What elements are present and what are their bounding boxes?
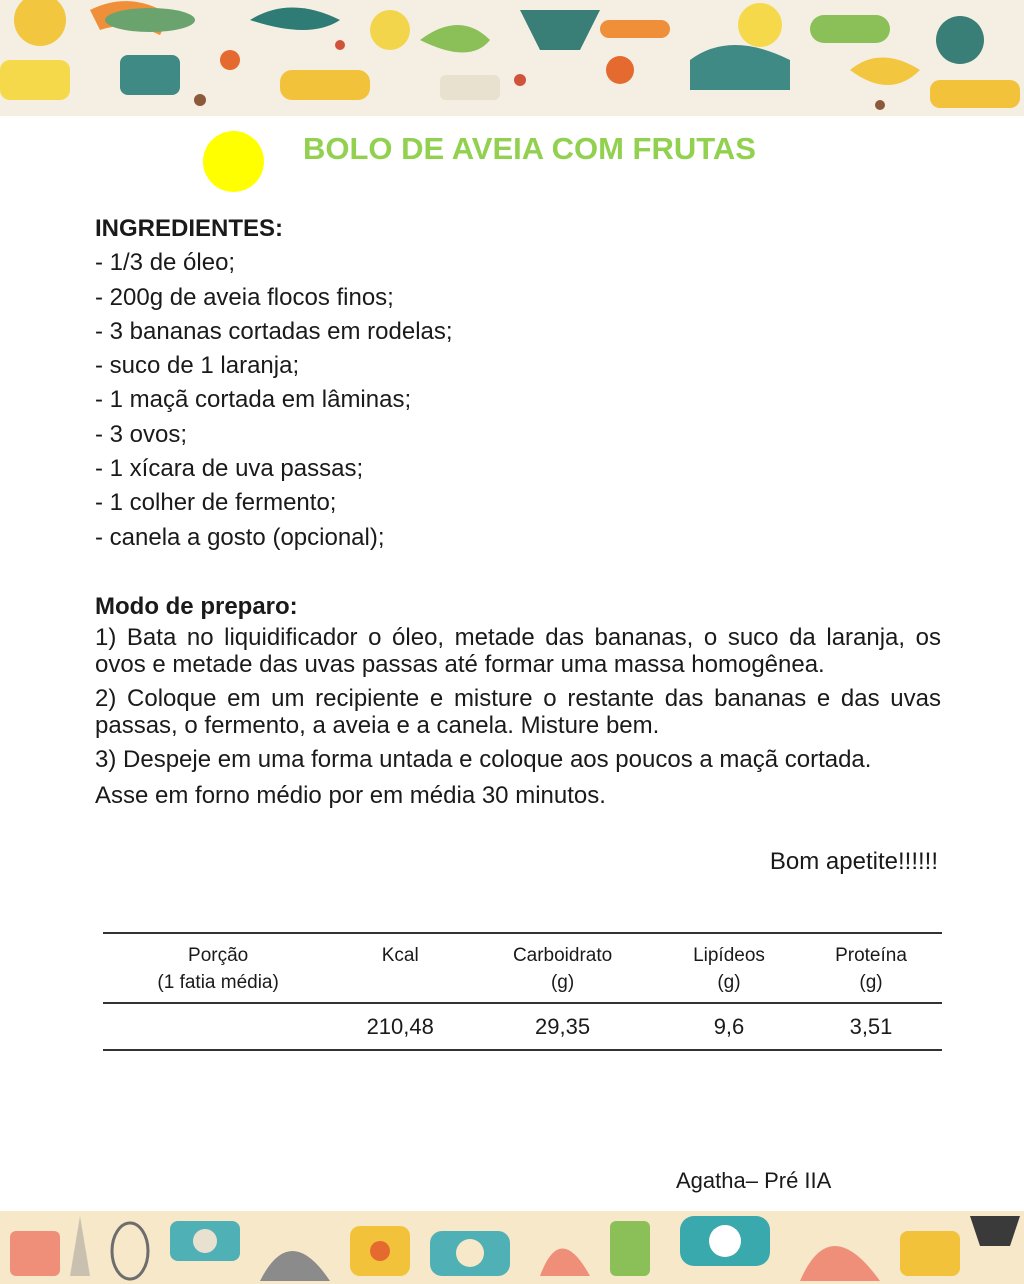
header-lipids	[658, 933, 800, 1003]
header-kcal	[333, 933, 467, 1003]
value-lipids: 9,6	[658, 1003, 800, 1050]
header-portion	[103, 933, 333, 1003]
method-step: Asse em forno médio por em média 30 minutos.	[95, 782, 606, 809]
header-line: (g)	[859, 972, 883, 993]
method-step: 2) Coloque em um recipiente e misture o restante das bananas e das uvas passas, o fermento, a aveia e a canela. Misture bem.	[95, 685, 941, 739]
method-section	[95, 590, 941, 817]
ingredients-heading: INGREDIENTES:	[95, 215, 284, 242]
ingredient-item: - 1 maçã cortada em lâminas;	[95, 386, 412, 414]
method-step: 1) Bata no liquidificador o óleo, metade das bananas, o suco da laranja, os ovos e metade das uvas passas até formar uma massa homogênea.	[95, 624, 941, 678]
yellow-circle-decoration	[203, 131, 264, 192]
value-carbs: 29,35	[467, 1003, 658, 1050]
ingredient-item: - 1/3 de óleo;	[95, 249, 236, 277]
top-decorative-banner	[0, 0, 1024, 116]
value-kcal: 210,48	[333, 1003, 467, 1050]
header-line: Kcal	[381, 945, 419, 966]
header-line: Porção	[188, 945, 249, 966]
bottom-decorative-banner	[0, 1211, 1024, 1284]
value-portion	[103, 1003, 333, 1050]
header-carbs	[467, 933, 658, 1003]
author-credit: Agatha– Pré IIA	[676, 1168, 832, 1193]
ingredient-list	[95, 246, 955, 555]
method-step: 3) Despeje em uma forma untada e coloque aos poucos a maçã cortada.	[95, 746, 872, 773]
ingredient-item: - 1 colher de fermento;	[95, 489, 337, 517]
ingredient-item: - 200g de aveia flocos finos;	[95, 283, 394, 311]
ingredient-item: - 3 ovos;	[95, 420, 188, 448]
pattern-top	[0, 0, 1020, 110]
nutrition-values-row	[103, 1003, 942, 1050]
recipe-title: BOLO DE AVEIA COM FRUTAS	[303, 131, 756, 166]
header-line: (g)	[717, 972, 741, 993]
ingredients-section	[95, 212, 955, 555]
header-line: (g)	[550, 972, 575, 993]
nutrition-header-row	[103, 933, 942, 1003]
ingredient-item: - 1 xícara de uva passas;	[95, 455, 364, 483]
pattern-bottom	[10, 1216, 1020, 1281]
ingredient-item: - suco de 1 laranja;	[95, 352, 300, 380]
header-protein	[800, 933, 942, 1003]
header-line: Proteína	[835, 945, 907, 966]
header-line: Lipídeos	[693, 945, 765, 966]
closing-message: Bom apetite!!!!!!	[769, 848, 938, 875]
header-line: Carboidrato	[512, 945, 613, 966]
nutrition-table	[103, 932, 942, 1051]
ingredient-item: - canela a gosto (opcional);	[95, 523, 385, 551]
ingredient-item: - 3 bananas cortadas em rodelas;	[95, 317, 453, 345]
method-heading: Modo de preparo:	[95, 593, 298, 620]
value-protein: 3,51	[800, 1003, 942, 1050]
header-line: (1 fatia média)	[157, 972, 279, 993]
